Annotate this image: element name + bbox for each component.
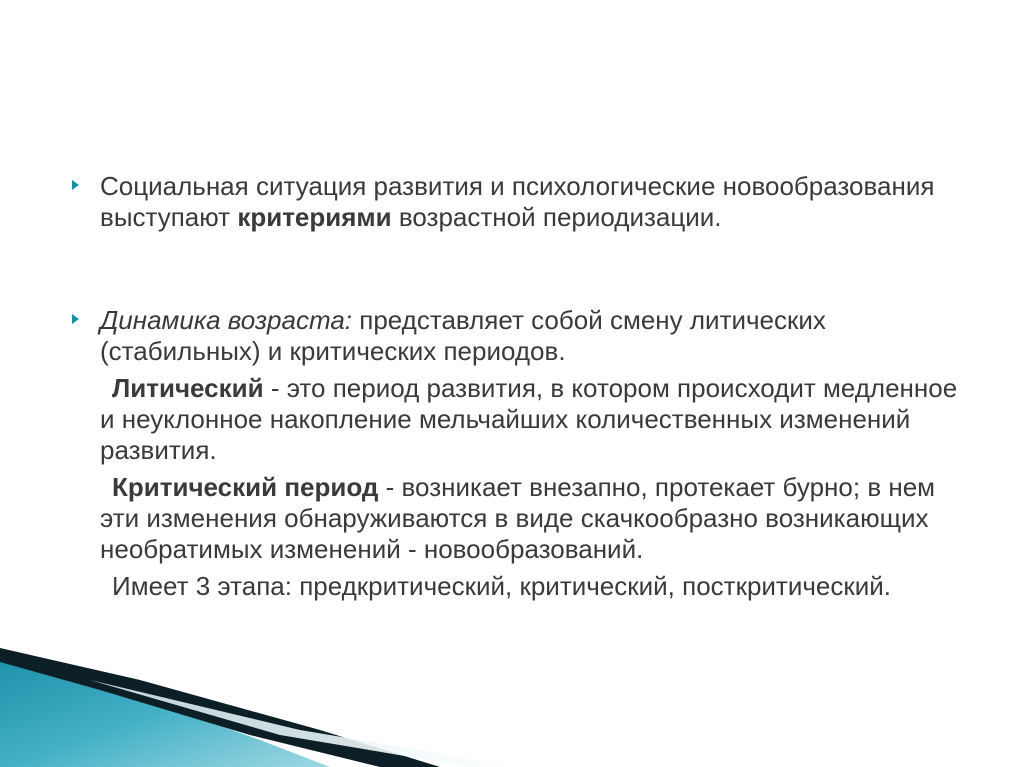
stages-text: Имеет 3 этапа: предкритический, критический, посткритический.: [112, 571, 892, 601]
bullet-1-text: [100, 171, 972, 233]
stages-paragraph: [100, 571, 972, 602]
bullet-1-part-b: возрастной периодизации.: [391, 202, 722, 232]
bullet-1: [72, 171, 972, 233]
dynamics-text: представляет собой смену литических (стабильных) и критических периодов.: [100, 305, 826, 366]
litic-paragraph: [100, 373, 972, 466]
litic-term: Литический: [112, 373, 264, 403]
bullet-2: [72, 305, 972, 602]
bullet-block-1: [72, 171, 972, 233]
dynamics-label: Динамика возраста:: [100, 305, 353, 335]
bullet-1-bold-term: критериями: [237, 202, 392, 232]
bullet-arrow-icon: [72, 180, 79, 190]
bullet-arrow-icon: [72, 314, 79, 324]
bullet-2-intro: [100, 305, 972, 367]
litic-definition: - это период развития, в котором происходит медленное и неуклонное накопление мельчайших количественных изменений развития.: [100, 373, 958, 465]
critical-definition: - возникает внезапно, протекает бурно; в нем эти изменения обнаруживаются в виде скачкообразно возникающих необратимых изменений - новообразований.: [100, 472, 936, 564]
critical-term: Критический период: [112, 472, 379, 502]
bullet-1-part-a: Социальная ситуация развития и психологические новообразования выступают: [100, 171, 935, 232]
bullet-block-2: [72, 305, 972, 602]
critical-paragraph: [100, 472, 972, 565]
